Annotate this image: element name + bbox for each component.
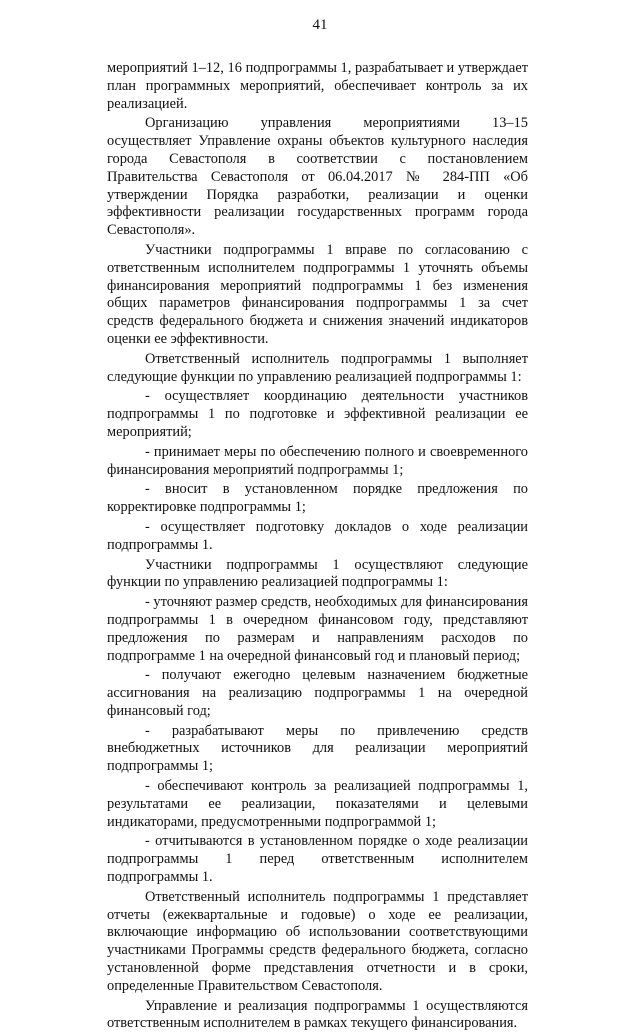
- paragraph: - принимает меры по обеспечению полного и своевременного финансирования мероприятий подпрограммы 1;: [107, 443, 528, 478]
- page-number: 41: [312, 17, 328, 33]
- paragraph: Участники подпрограммы 1 вправе по согласованию с ответственным исполнителем подпрограммы 1 уточнять объемы финансирования мероприятий подпрограммы 1 без изменения общих параметров финансирования подпрограммы 1 за счет средств федерального бюджета и снижения значений индикаторов оценки ее эффективности.: [107, 241, 528, 347]
- paragraph: Управление и реализация подпрограммы 1 осуществляются ответственным исполнителем в рамках текущего финансирования.: [107, 997, 528, 1032]
- paragraph: - получают ежегодно целевым назначением бюджетные ассигнования на реализацию подпрограммы 1 на очередной финансовый год;: [107, 667, 528, 719]
- paragraph: Ответственный исполнитель подпрограммы 1 выполняет следующие функции по управлению реализацией подпрограммы 1:: [107, 350, 528, 385]
- paragraph: - отчитываются в установленном порядке о ходе реализации подпрограммы 1 перед ответственным исполнителем подпрограммы 1.: [107, 833, 528, 886]
- paragraph: Участники подпрограммы 1 осуществляют следующие функции по управлению реализацией подпрограммы 1:: [107, 556, 528, 591]
- document-body: [107, 60, 528, 1035]
- paragraph: - разрабатывают меры по привлечению средств внебюджетных источников для реализации мероприятий подпрограммы 1;: [107, 722, 528, 775]
- paragraph: Организацию управления мероприятиями 13–15 осуществляет Управление охраны объектов культурного наследия города Севастополя в соответствии с постановлением Правительства Севастополя от 06.04.2017 № 284-ПП «Об утверждении Порядка разработки, реализации и оценки эффективности реализации государственных программ города Севастополя».: [107, 115, 528, 239]
- paragraph: - осуществляет координацию деятельности участников подпрограммы 1 по подготовке и эффективной реализации ее мероприятий;: [107, 388, 528, 440]
- paragraph: - осуществляет подготовку докладов о ходе реализации подпрограммы 1.: [107, 518, 528, 553]
- paragraph: мероприятий 1–12, 16 подпрограммы 1, разрабатывает и утверждает план программных мероприятий, обеспечивает контроль за их реализацией.: [107, 60, 528, 112]
- paragraph: - обеспечивают контроль за реализацией подпрограммы 1, результатами ее реализации, показателями и целевыми индикаторами, предусмотренными подпрограммой 1;: [107, 778, 528, 830]
- paragraph: - вносит в установленном порядке предложения по корректировке подпрограммы 1;: [107, 481, 528, 516]
- paragraph: - уточняют размер средств, необходимых для финансирования подпрограммы 1 в очередном финансовом году, представляют предложения по размерам и направлениям расходов по подпрограмме 1 на очередной финансовый год и плановый период;: [107, 594, 528, 664]
- paragraph: Ответственный исполнитель подпрограммы 1 представляет отчеты (ежеквартальные и годовые) о ходе ее реализации, включающие информацию об использовании соответствующими участниками Программы средств федерального бюджета, согласно установленной форме представления отчетности и в сроки, определенные Правительством Севастополя.: [107, 888, 528, 994]
